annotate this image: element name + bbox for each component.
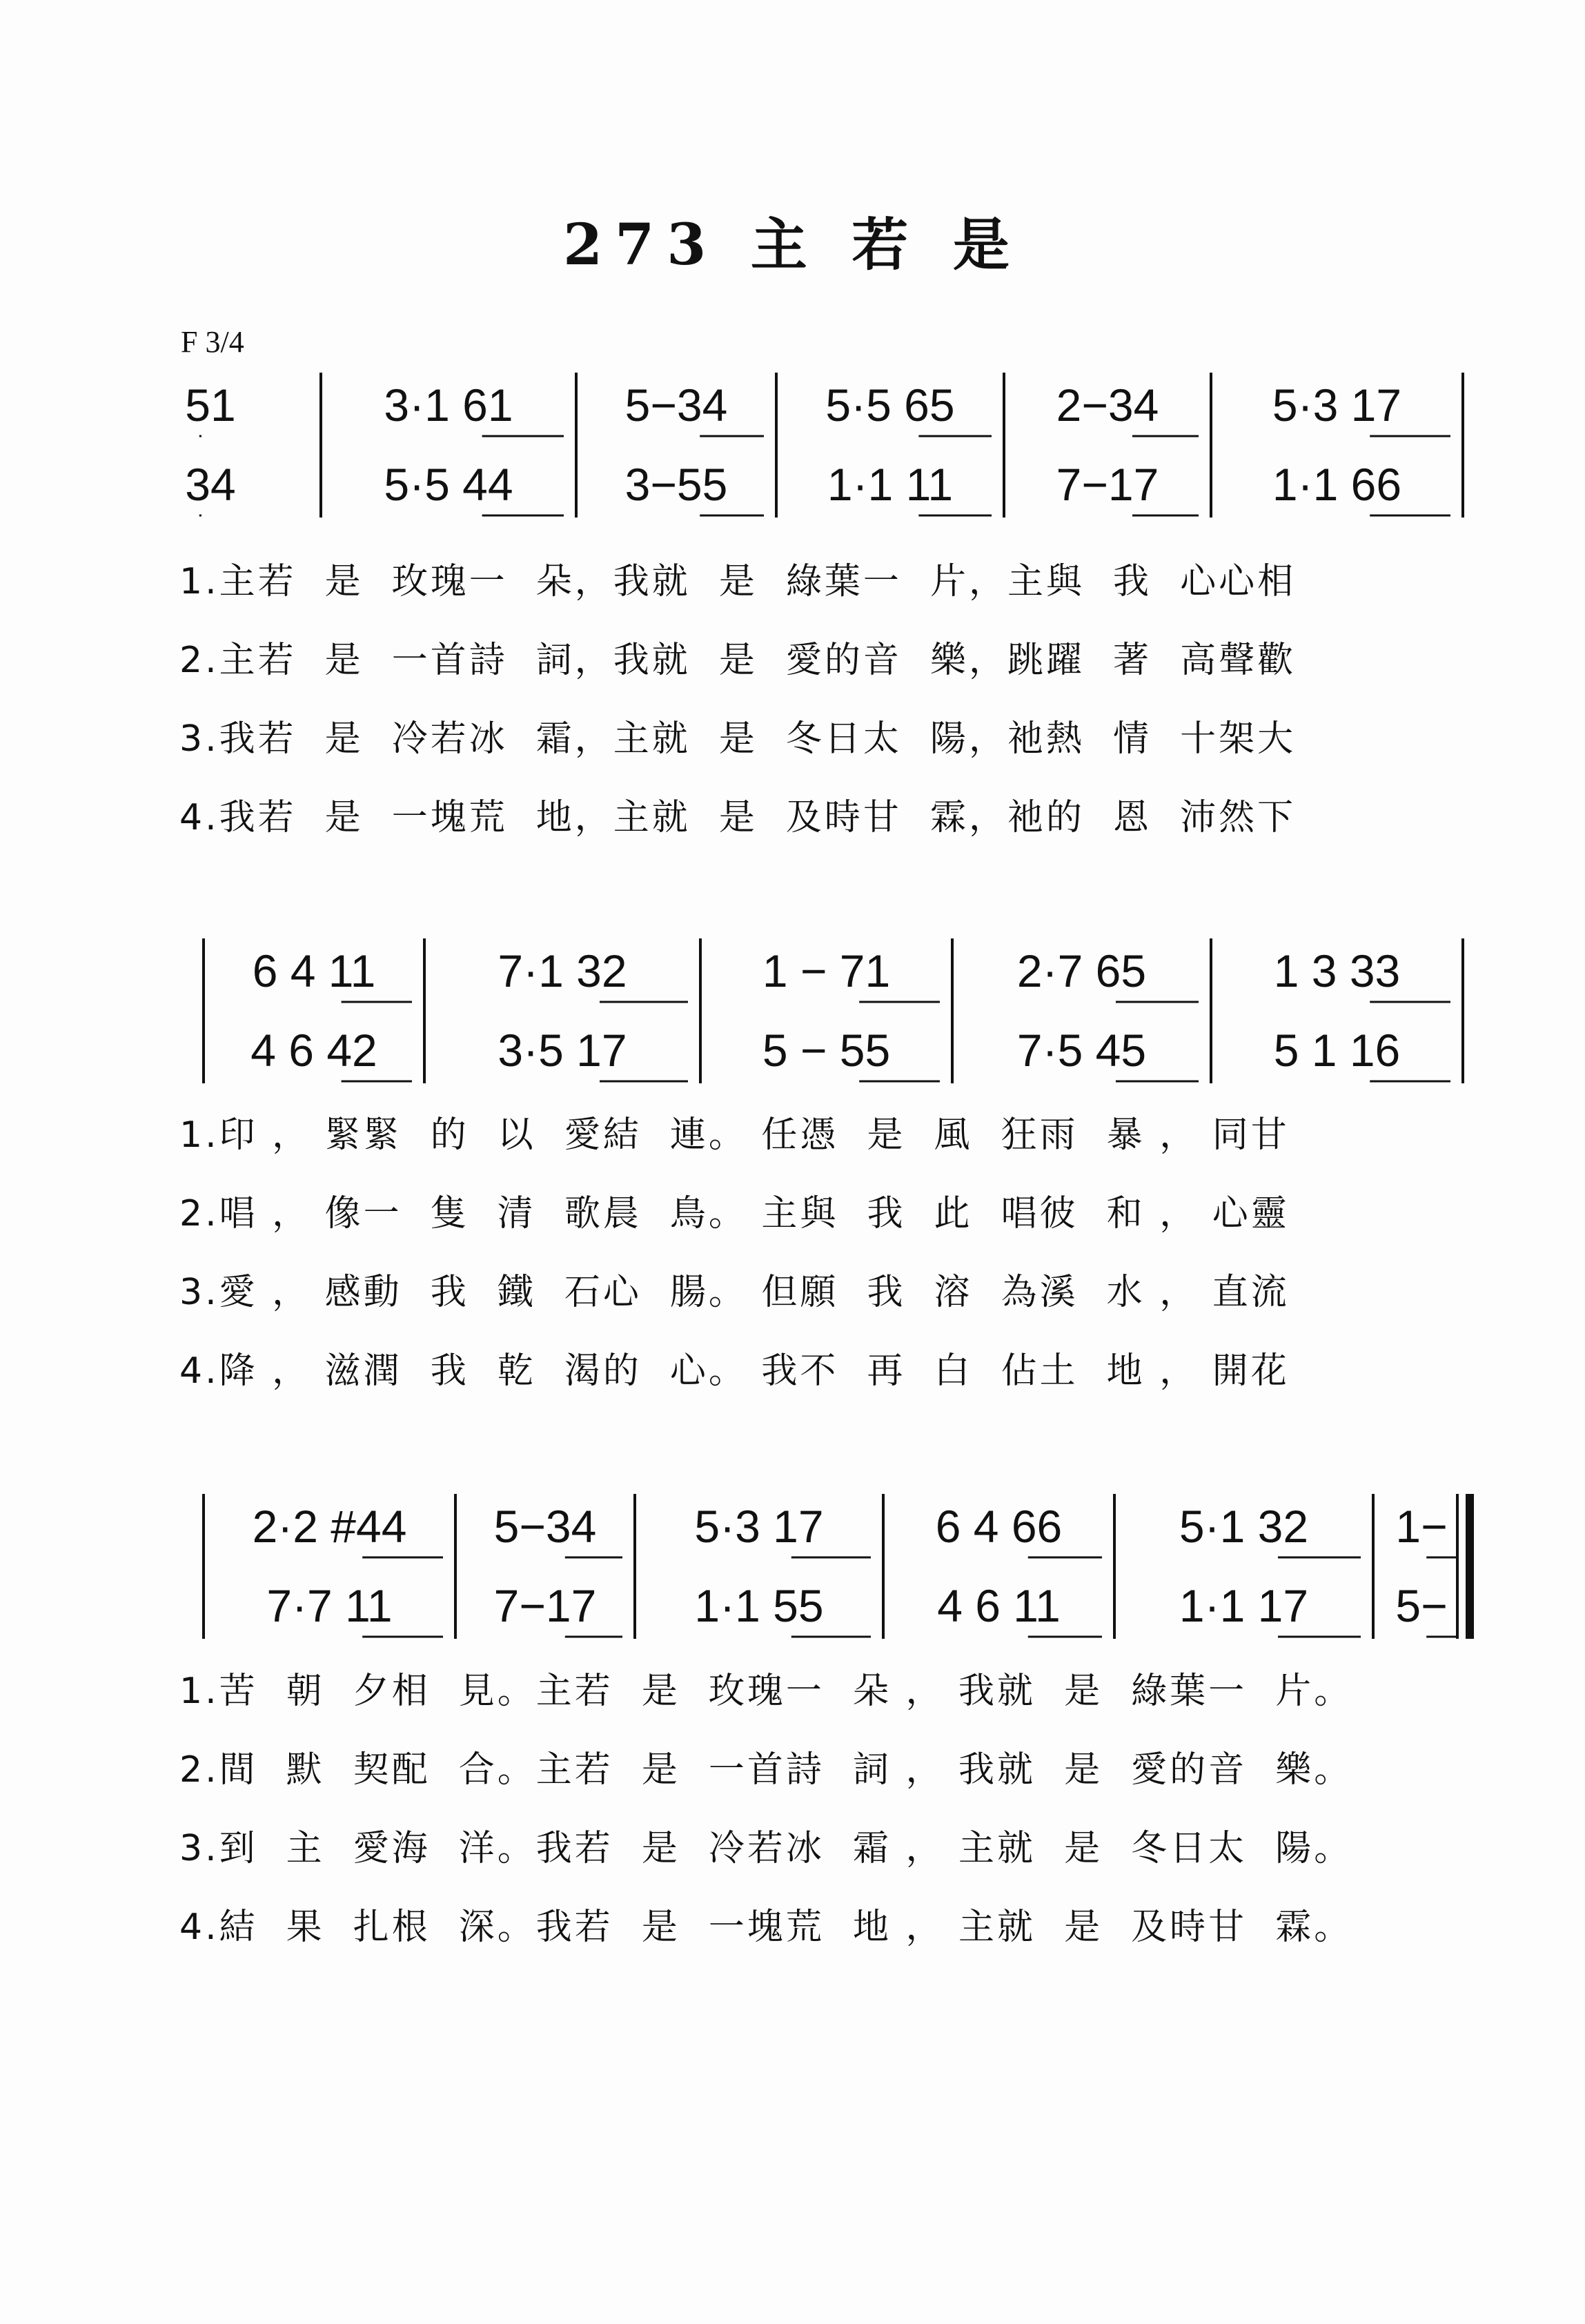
upper-notes: 1 3 33	[1273, 945, 1401, 996]
lower-notes: 34	[185, 459, 236, 510]
lyric-verse-3: 3.愛 ， 感動 我 鐵 石心 腸。 但願 我 溶 為溪 水 ， 直流	[179, 1272, 1290, 1313]
lower-notes: 1·1 17	[1179, 1580, 1309, 1631]
lower-notes: 7·7 11	[266, 1580, 393, 1631]
lower-notes: 5−	[1395, 1580, 1448, 1631]
upper-notes: 2·7 65	[1016, 945, 1147, 996]
lyric-verse-4: 4.結 果 扎根 深。我若 是 一塊荒 地 ， 主就 是 及時甘 霖。	[179, 1907, 1353, 1948]
lyric-verse-3: 3.到 主 愛海 洋。我若 是 冷若冰 霜 ， 主就 是 冬日太 陽。	[179, 1828, 1353, 1869]
lyric-verse-2: 2.唱 ， 像一 隻 清 歌晨 鳥。 主與 我 此 唱彼 和 ， 心靈	[179, 1193, 1290, 1234]
lyric-verse-1: 1.苦 朝 夕相 見。主若 是 玫瑰一 朵 ， 我就 是 綠葉一 片。	[179, 1671, 1353, 1712]
upper-notes: 2−34	[1056, 380, 1159, 431]
upper-notes: 3·1 61	[384, 380, 513, 431]
lower-notes: 3−55	[624, 459, 728, 510]
upper-notes: 1−	[1395, 1501, 1448, 1552]
lyric-verse-1: 1.印 ， 緊緊 的 以 愛結 連。 任憑 是 風 狂雨 暴 ， 同甘	[179, 1114, 1290, 1156]
lower-notes: 1·1 66	[1272, 459, 1402, 510]
lower-notes: 5·5 44	[384, 459, 513, 510]
lyric-verse-2: 2.主若 是 一首詩 詞，我就 是 愛的音 樂，跳躍 著 高聲歡	[179, 640, 1297, 681]
lower-notes: 5 − 55	[762, 1025, 891, 1076]
lyric-verse-4: 4.降 ， 滋潤 我 乾 渴的 心。 我不 再 白 佔土 地 ， 開花	[179, 1350, 1290, 1392]
upper-notes: 7·1 32	[498, 945, 627, 996]
lyric-verse-4: 4.我若 是 一塊荒 地，主就 是 及時甘 霖，祂的 恩 沛然下	[179, 797, 1297, 838]
upper-notes: 5·1 32	[1179, 1501, 1309, 1552]
song-title: 273 主 若 是	[563, 212, 1022, 278]
key-time-signature: F 3/4	[181, 325, 244, 359]
upper-notes: 6 4 11	[252, 945, 376, 996]
lower-notes: 7−17	[1056, 459, 1159, 510]
lyric-verse-3: 3.我若 是 冷若冰 霜，主就 是 冬日太 陽，祂熱 情 十架大	[179, 718, 1297, 760]
upper-notes: 2·2 #44	[252, 1501, 407, 1552]
lower-notes: 4 6 11	[937, 1580, 1061, 1631]
lower-notes: 4 6 42	[250, 1025, 377, 1076]
lyric-verse-1: 1.主若 是 玫瑰一 朵，我就 是 綠葉一 片，主與 我 心心相	[179, 561, 1297, 602]
upper-notes: 5−34	[624, 380, 728, 431]
upper-notes: 6 4 66	[935, 1501, 1063, 1552]
upper-notes: 5−34	[493, 1501, 597, 1552]
lower-notes: 7−17	[493, 1580, 597, 1631]
upper-notes: 5·3 17	[1272, 380, 1402, 431]
lower-notes: 1·1 11	[827, 459, 954, 510]
lower-notes: 5 1 16	[1273, 1025, 1401, 1076]
upper-notes: 5·3 17	[694, 1501, 824, 1552]
lower-notes: 3·5 17	[498, 1025, 627, 1076]
upper-notes: 5·5 65	[825, 380, 955, 431]
upper-notes: 1 − 71	[762, 945, 891, 996]
lower-notes: 7·5 45	[1016, 1025, 1147, 1076]
lyric-verse-2: 2.間 默 契配 合。主若 是 一首詩 詞 ， 我就 是 愛的音 樂。	[179, 1749, 1353, 1791]
upper-notes: 51	[185, 380, 236, 431]
lower-notes: 1·1 55	[694, 1580, 824, 1631]
